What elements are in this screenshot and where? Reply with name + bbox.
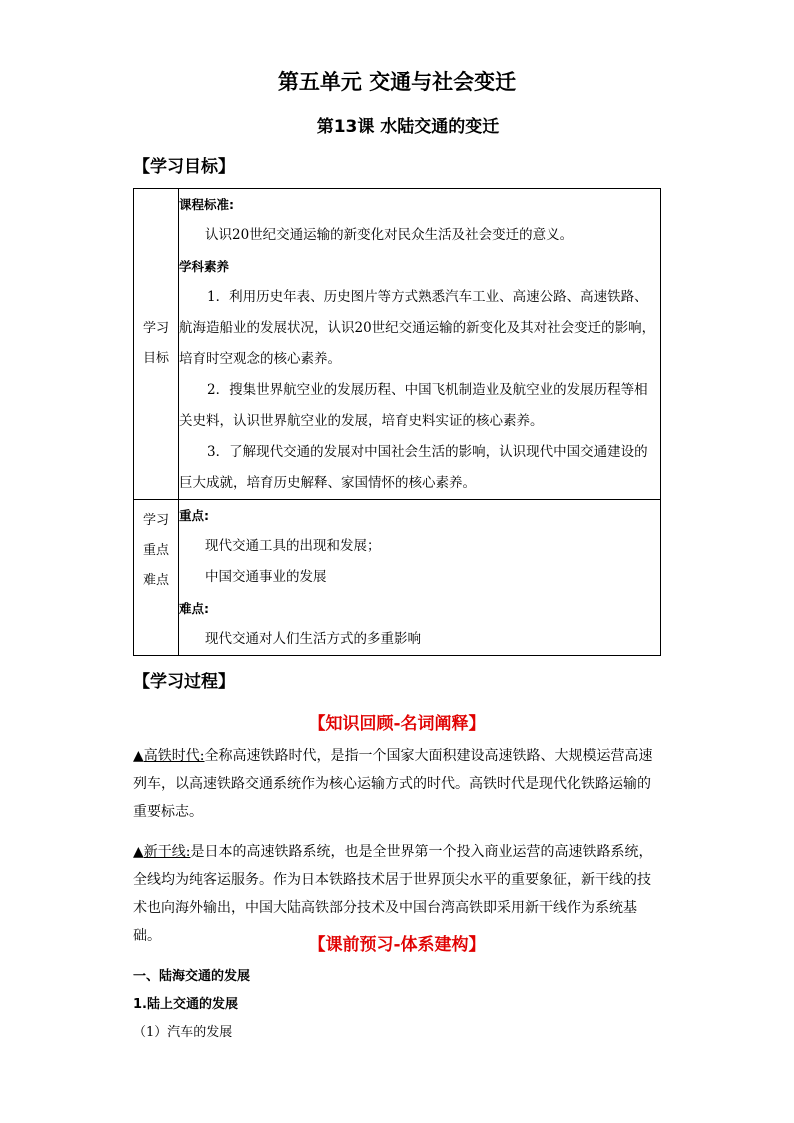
literacy-item: 3．了解现代交通的发展对中国社会生活的影响，认识现代中国交通建设的巨大成就，培育历史解释、家国情怀的核心素养。 [179,444,648,491]
literacy-heading: 学科素养 [179,259,230,274]
outline-level3: （1）汽车的发展 [133,1025,233,1040]
objectives-row [134,189,661,500]
key-points-content-cell [179,500,661,656]
key-points-label-line: 重点 [142,543,169,558]
outline-level2: 1.陆上交通的发展 [133,997,238,1012]
key-heading: 重点: [179,508,209,523]
preview-heading: 【课前预习-体系建构】 [308,935,486,955]
triangle-marker-icon: ▲ [133,748,144,764]
term-definition: 是日本的高速铁路系统，也是全世界第一个投入商业运营的高速铁路系统，全线均为纯客运服务。作为日本铁路技术居于世界顶尖水平的重要象征，新干线的技术也向海外输出，中国大陆高铁部分技术及中国台湾高铁即采用新干线作为系统基础。 [133,844,653,944]
outline-level1: 一、陆海交通的发展 [133,969,251,984]
key-item: 中国交通事业的发展 [205,569,327,585]
standard-heading: 课程标准: [179,197,234,212]
term-name: 新干线: [143,844,191,860]
objectives-label-line: 目标 [142,351,169,366]
key-points-label-line: 学习 [142,513,169,528]
term-definition: 全称高速铁路时代，是指一个国家大面积建设高速铁路、大规模运营高速列车，以高速铁路交通系统作为核心运输方式的时代。高铁时代是现代化铁路运输的重要标志。 [133,748,653,820]
difficulty-heading: 难点: [179,601,209,616]
triangle-marker-icon: ▲ [133,844,144,860]
lesson-title: 第13课 水陆交通的变迁 [316,117,500,137]
standard-text: 认识20世纪交通运输的新变化对民众生活及社会变迁的意义。 [205,227,574,243]
objectives-label-cell [134,189,179,500]
term-name: 高铁时代: [143,748,205,764]
unit-title: 第五单元 交通与社会变迁 [277,70,517,94]
literacy-item: 1．利用历史年表、历史图片等方式熟悉汽车工业、高速公路、高速铁路、航海造船业的发展状况，认识20世纪交通运输的新变化及其对社会变迁的影响，培育时空观念的核心素养。 [179,289,656,367]
objectives-heading: 【学习目标】 [133,157,235,177]
key-item: 现代交通工具的出现和发展； [205,538,381,554]
objectives-content-cell [179,189,661,500]
key-points-label-line: 难点 [142,573,169,588]
difficulty-item: 现代交通对人们生活方式的多重影响 [205,631,421,647]
objectives-label-line: 学习 [142,321,169,336]
key-points-label-cell [134,500,179,656]
term-entry [133,742,663,826]
key-points-row [134,500,661,656]
process-heading: 【学习过程】 [133,672,235,692]
objectives-table [133,188,661,656]
literacy-item: 2．搜集世界航空业的发展历程、中国飞机制造业及航空业的发展历程等相关史料，认识世界航空业的发展，培育史料实证的核心素养。 [179,382,648,429]
review-heading: 【知识回顾-名词阐释】 [308,714,486,734]
